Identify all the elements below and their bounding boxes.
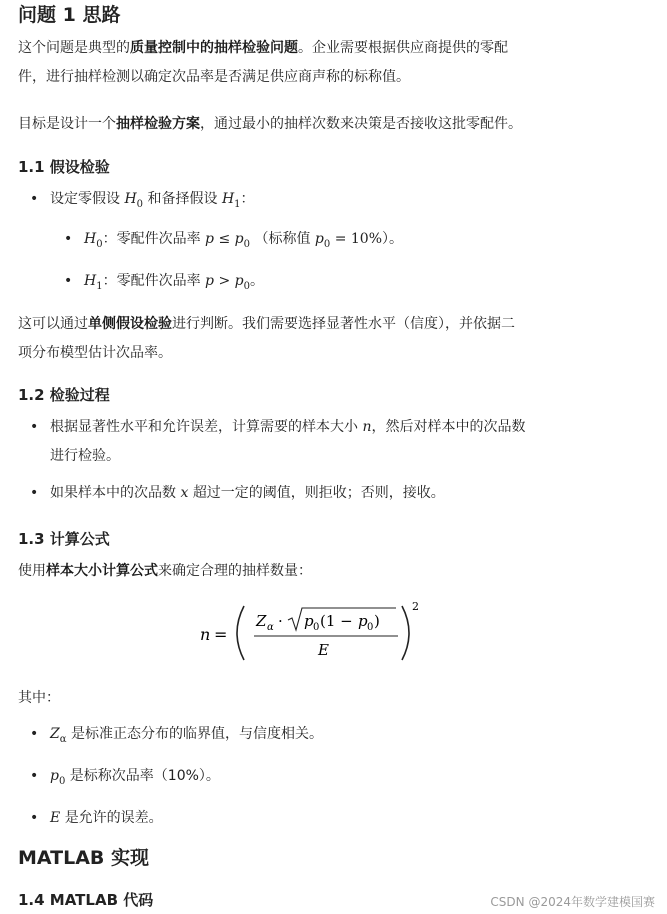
list-item: • $H_1$：零配件次品率 $p > p_0$。 xyxy=(18,267,627,301)
svg-text:α: α xyxy=(267,622,274,633)
list-item: • $Z_\alpha$ 是标准正态分布的临界值，与信度相关。 xyxy=(18,720,627,754)
section-heading-1-3: 1.3 计算公式 xyxy=(18,530,110,548)
svg-text:E: E xyxy=(318,641,329,659)
list-item: • 如果样本中的次品数 x 超过一定的阈值，则拒收；否则，接收。 xyxy=(18,479,627,508)
svg-text:·: · xyxy=(278,612,283,630)
section-heading-1-2: 1.2 检验过程 xyxy=(18,386,110,404)
svg-text:2: 2 xyxy=(412,600,419,613)
svg-text:0: 0 xyxy=(367,622,374,633)
intro-paragraph: 这个问题是典型的质量控制中的抽样检验问题。企业需要根据供应商提供的零配 件，进行抽样检测以确定次品率是否满足供应商声称的标称值。 xyxy=(18,40,508,85)
procedure-list xyxy=(18,413,627,508)
watermark: CSDN @2024年数学建模国赛 xyxy=(490,895,655,909)
svg-text:=: = xyxy=(214,625,228,644)
list-item: • 设定零假设 $H_0$ 和备择假设 $H_1$： xyxy=(18,185,627,219)
hypothesis-list xyxy=(18,185,627,219)
variable-list xyxy=(18,720,627,833)
section-heading-1-4: 1.4 MATLAB 代码 xyxy=(18,891,154,909)
svg-text:(1 −: (1 − xyxy=(320,612,353,630)
formula-intro-paragraph: 使用样本大小计算公式来确定合理的抽样数量： xyxy=(18,563,312,579)
section-heading-1-1: 1.1 假设检验 xyxy=(18,158,110,176)
list-item: • $H_0$：零配件次品率 $p \le p_0$ （标称值 $p_0 = 10\%$）。 xyxy=(18,225,627,259)
svg-text:0: 0 xyxy=(313,622,320,633)
svg-text:p: p xyxy=(358,612,368,630)
svg-text:): ) xyxy=(374,612,380,630)
hypothesis-sublist xyxy=(18,225,627,301)
where-label: 其中： xyxy=(18,690,60,706)
list-item: • E 是允许的误差。 xyxy=(18,804,627,833)
list-item: • 根据显著性水平和允许误差，计算需要的样本大小 n，然后对样本中的次品数 进行检验。 xyxy=(18,413,627,471)
svg-text:p: p xyxy=(304,612,314,630)
svg-text:Z: Z xyxy=(256,612,267,630)
page-title: 问题 1 思路 xyxy=(18,4,121,26)
sample-size-formula xyxy=(200,600,430,666)
goal-paragraph: 目标是设计一个抽样检验方案，通过最小的抽样次数来决策是否接收这批零配件。 xyxy=(18,116,522,132)
test-method-paragraph: 这可以通过单侧假设检验进行判断。我们需要选择显著性水平（信度），并依据二 项分布模型估计次品率。 xyxy=(18,316,515,361)
svg-text:n: n xyxy=(200,625,211,644)
matlab-heading: MATLAB 实现 xyxy=(18,847,150,869)
list-item: • $p_0$ 是标称次品率（10%）。 xyxy=(18,762,627,796)
